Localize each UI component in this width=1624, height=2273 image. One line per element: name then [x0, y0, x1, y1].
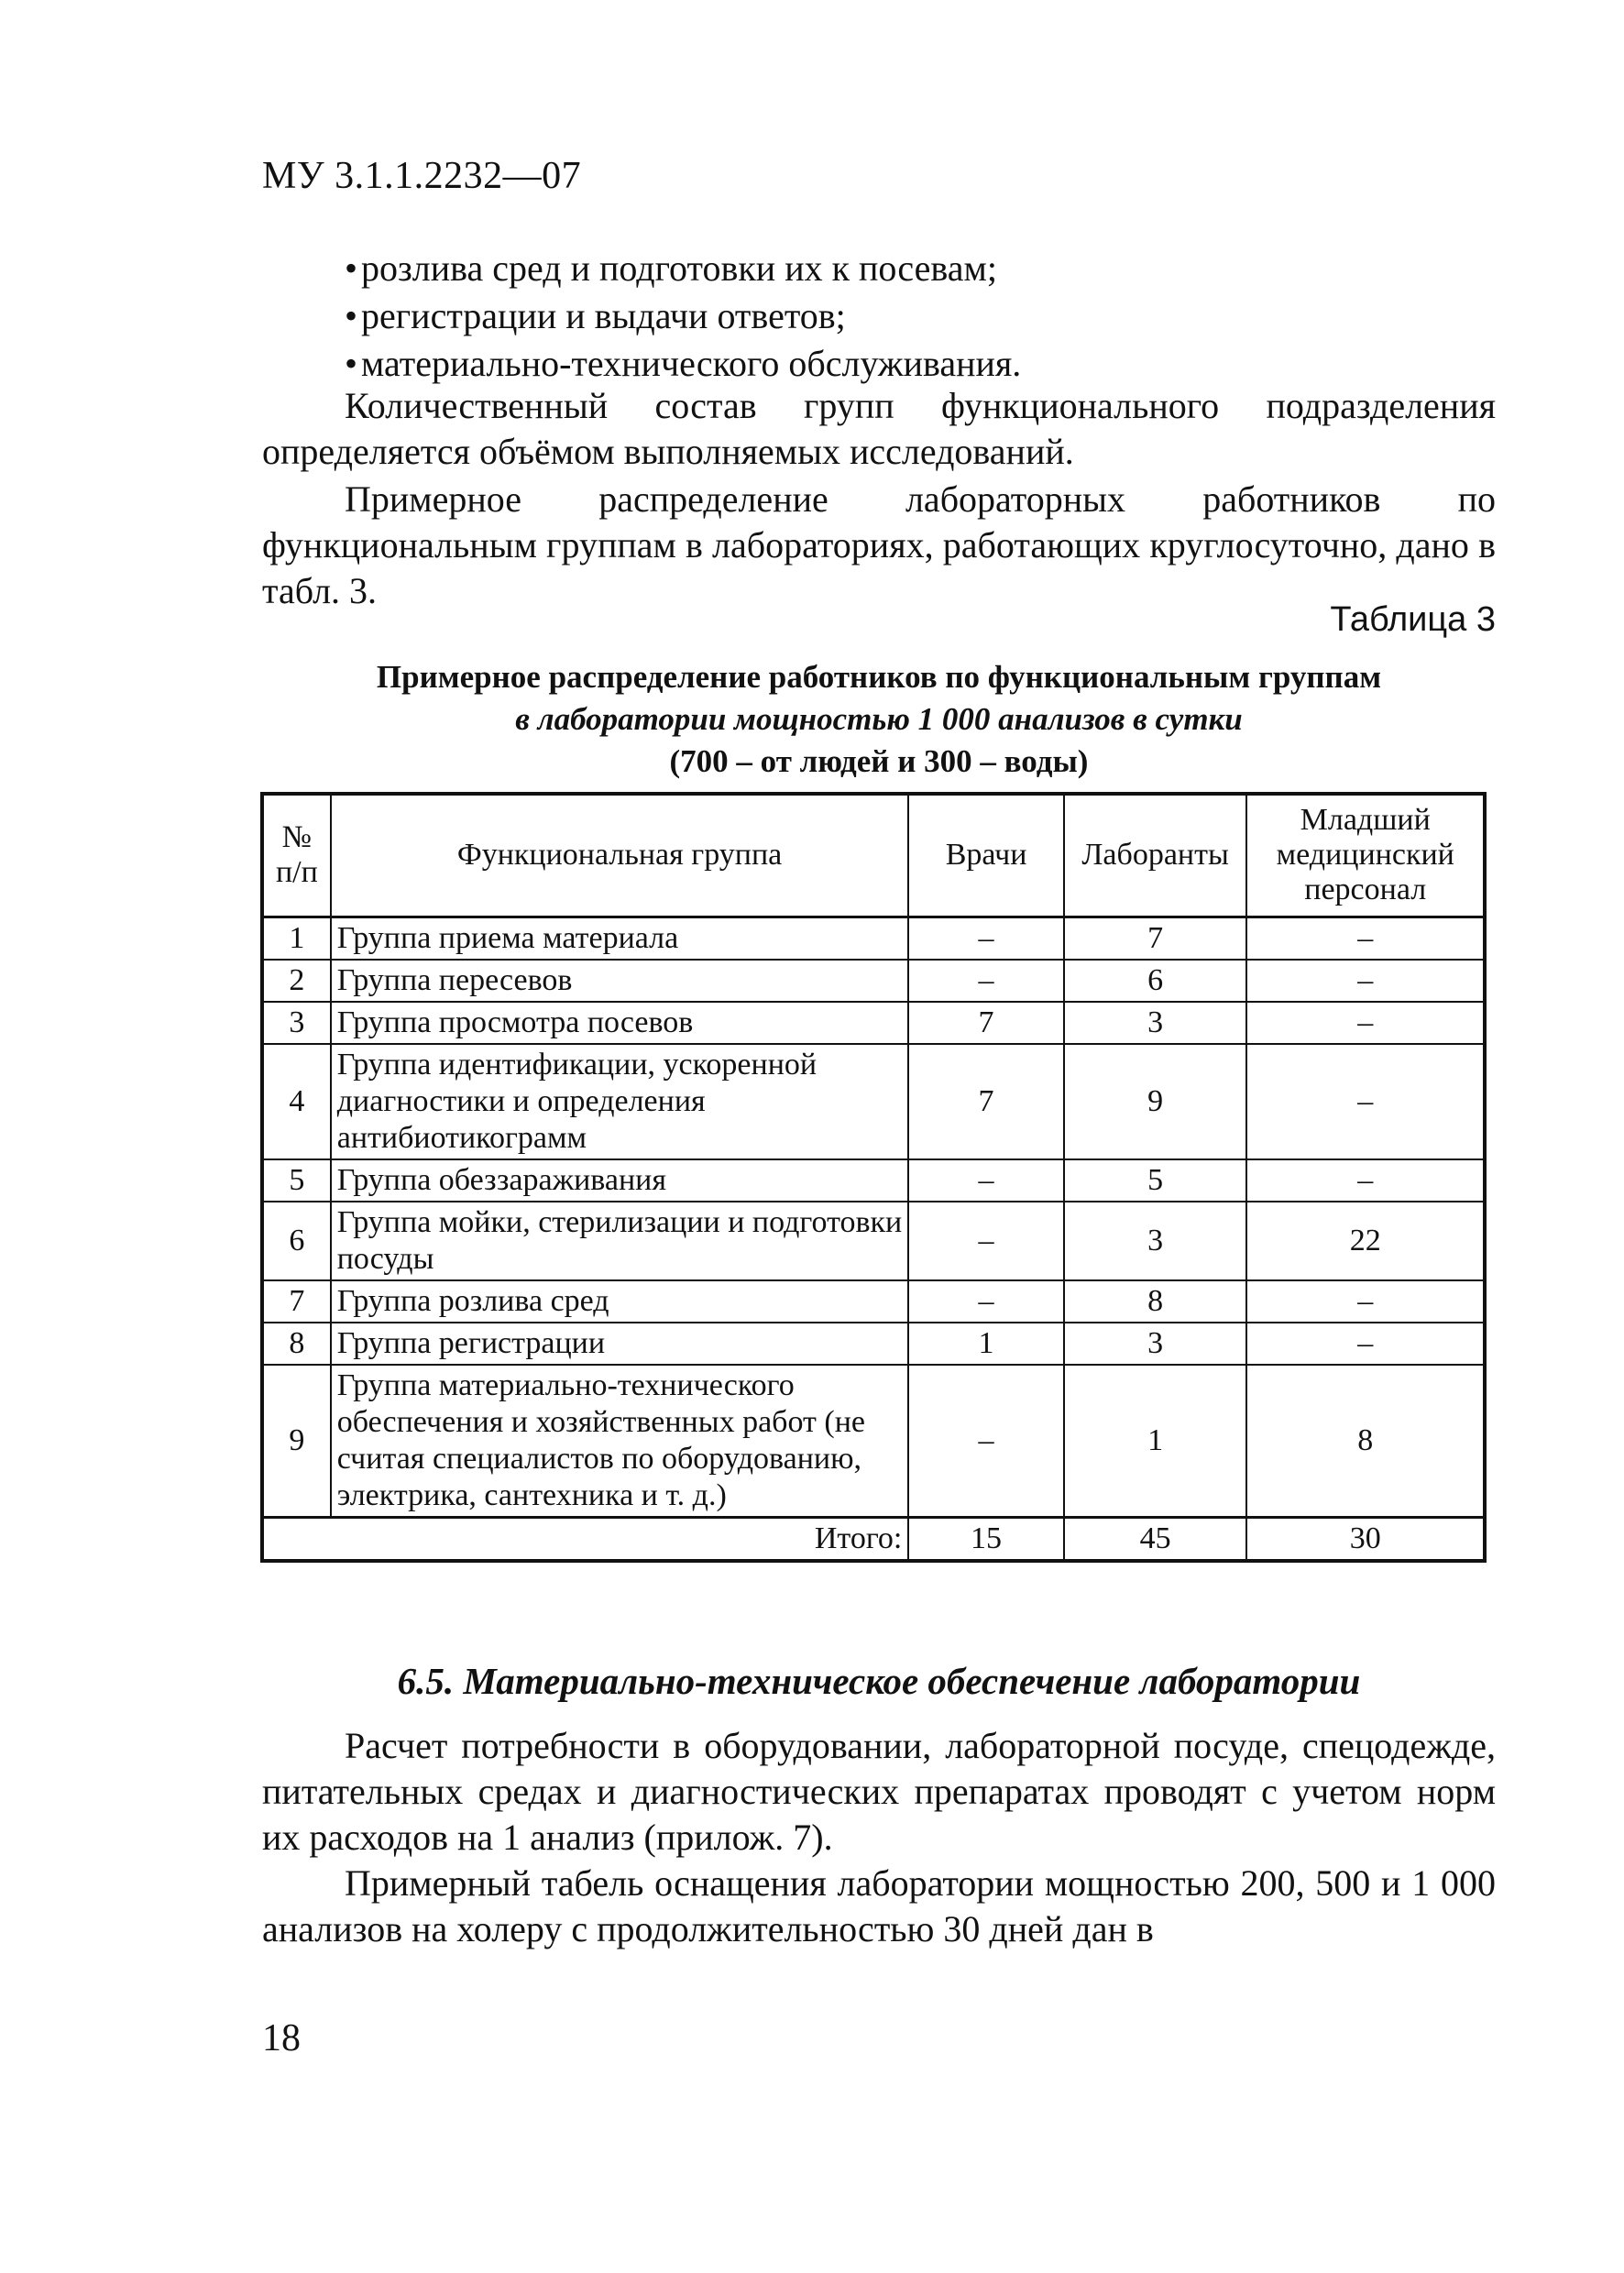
column-header-num: № п/п: [262, 794, 331, 917]
cell-lab: 3: [1064, 1002, 1247, 1044]
cell-junior: 22: [1246, 1202, 1485, 1280]
cell-group: Группа пересевов: [331, 960, 909, 1002]
cell-lab: 3: [1064, 1323, 1247, 1365]
cell-doctors: –: [908, 1365, 1063, 1518]
paragraph: Расчет потребности в оборудовании, лабораторной посуде, спецодежде, питательных средах и диагностических препаратах проводят с учетом норм их расходов на 1 анализ (прилож. 7).: [262, 1725, 1496, 1858]
cell-group: Группа идентификации, ускоренной диагностики и определения антибиотикограмм: [331, 1044, 909, 1159]
cell-group: Группа приема материала: [331, 917, 909, 960]
column-header-lab: Лаборанты: [1064, 794, 1247, 917]
cell-group: Группа мойки, стерилизации и подготовки посуды: [331, 1202, 909, 1280]
cell-lab: 8: [1064, 1280, 1247, 1323]
cell-group: Группа регистрации: [331, 1323, 909, 1365]
cell-junior: –: [1246, 1280, 1485, 1323]
cell-junior: –: [1246, 1044, 1485, 1159]
cell-junior: –: [1246, 1002, 1485, 1044]
table-row: [262, 1365, 1485, 1518]
total-doctors: 15: [908, 1517, 1063, 1561]
bullet-item: •регистрации и выдачи ответов;: [345, 293, 1496, 341]
table-label: Таблица 3: [1330, 600, 1496, 639]
bullet-item: •материально-технического обслуживания.: [345, 341, 1496, 389]
total-lab: 45: [1064, 1517, 1247, 1561]
column-header-junior: Младший медицинский персонал: [1246, 794, 1485, 917]
cell-lab: 6: [1064, 960, 1247, 1002]
cell-lab: 9: [1064, 1044, 1247, 1159]
cell-num: 8: [262, 1323, 331, 1365]
caption-line: Примерное распределение работников по функциональным группам: [376, 659, 1382, 695]
cell-num: 3: [262, 1002, 331, 1044]
cell-num: 1: [262, 917, 331, 960]
cell-doctors: –: [908, 1202, 1063, 1280]
cell-junior: –: [1246, 960, 1485, 1002]
caption-line: (700 – от людей и 300 – воды): [669, 743, 1089, 779]
cell-group: Группа розлива сред: [331, 1280, 909, 1323]
document-code-header: МУ 3.1.1.2232—07: [262, 155, 582, 197]
caption-line: в лаборатории мощностью 1 000 анализов в сутки: [515, 701, 1243, 737]
table-row: [262, 1202, 1485, 1280]
cell-junior: 8: [1246, 1365, 1485, 1518]
total-label: Итого:: [262, 1517, 908, 1561]
cell-group: Группа материально-технического обеспечения и хозяйственных работ (не считая специалистов по оборудованию, электрика, сантехника и т. д.): [331, 1365, 909, 1518]
page-number: 18: [262, 2017, 301, 2059]
table-row: [262, 917, 1485, 960]
cell-num: 2: [262, 960, 331, 1002]
paragraph: Примерное распределение лабораторных работников по функциональным группам в лабораториях, работающих круглосуточно, дано в табл. 3.: [262, 478, 1496, 611]
table-caption: [262, 656, 1496, 783]
bullet-item: •розлива сред и подготовки их к посевам;: [345, 246, 1496, 293]
cell-num: 5: [262, 1159, 331, 1202]
staff-distribution-table: [260, 792, 1487, 1563]
cell-doctors: 7: [908, 1044, 1063, 1159]
cell-lab: 1: [1064, 1365, 1247, 1518]
column-header-doctors: Врачи: [908, 794, 1063, 917]
cell-junior: –: [1246, 1323, 1485, 1365]
column-header-group: Функциональная группа: [331, 794, 909, 917]
cell-lab: 7: [1064, 917, 1247, 960]
cell-group: Группа обеззараживания: [331, 1159, 909, 1202]
table-row: [262, 960, 1485, 1002]
paragraph: Примерный табель оснащения лаборатории мощностью 200, 500 и 1 000 анализов на холеру с продолжительностью 30 дней дан в: [262, 1862, 1496, 1949]
total-junior: 30: [1246, 1517, 1485, 1561]
table-row: [262, 1044, 1485, 1159]
bullet-icon: •: [345, 295, 358, 336]
table-row: [262, 1159, 1485, 1202]
cell-junior: –: [1246, 917, 1485, 960]
cell-lab: 3: [1064, 1202, 1247, 1280]
cell-num: 4: [262, 1044, 331, 1159]
cell-doctors: 1: [908, 1323, 1063, 1365]
cell-doctors: –: [908, 960, 1063, 1002]
bullet-list: [345, 246, 1496, 389]
cell-lab: 5: [1064, 1159, 1247, 1202]
cell-doctors: –: [908, 1159, 1063, 1202]
bullet-icon: •: [345, 343, 358, 384]
cell-junior: –: [1246, 1159, 1485, 1202]
table-row: [262, 1280, 1485, 1323]
table-row: [262, 1323, 1485, 1365]
cell-num: 7: [262, 1280, 331, 1323]
cell-doctors: –: [908, 917, 1063, 960]
section-title: 6.5. Материально-техническое обеспечение лаборатории: [397, 1660, 1361, 1702]
cell-num: 9: [262, 1365, 331, 1518]
table-header-row: [262, 794, 1485, 917]
table-total-row: [262, 1517, 1485, 1561]
paragraph: Количественный состав групп функционального подразделения определяется объёмом выполняемых исследований.: [262, 385, 1496, 472]
table-row: [262, 1002, 1485, 1044]
bullet-icon: •: [345, 247, 358, 289]
cell-doctors: –: [908, 1280, 1063, 1323]
cell-group: Группа просмотра посевов: [331, 1002, 909, 1044]
cell-num: 6: [262, 1202, 331, 1280]
cell-doctors: 7: [908, 1002, 1063, 1044]
